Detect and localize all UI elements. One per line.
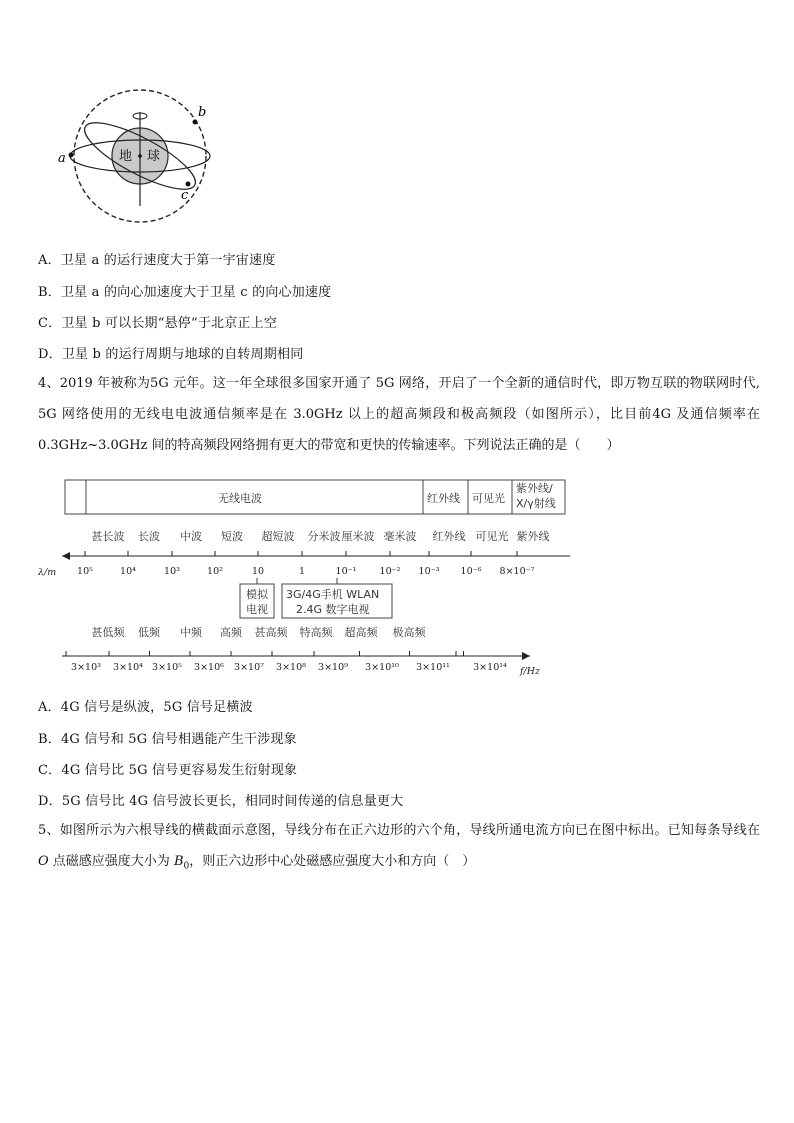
lambda-tick-label: 10⁻³ bbox=[418, 566, 440, 577]
label-b: b bbox=[198, 105, 207, 120]
band-infrared: 红外线 bbox=[427, 492, 460, 505]
q3-option-b: B．卫星 a 的向心加速度大于卫星 c 的向心加速度 bbox=[38, 285, 332, 300]
band-radio: 无线电波 bbox=[218, 492, 262, 505]
q3-option-d: D．卫星 b 的运行周期与地球的自转周期相同 bbox=[38, 347, 304, 362]
lambda-tick-label: 10³ bbox=[164, 566, 180, 577]
lambda-tick-label: 10 bbox=[251, 566, 265, 577]
wave-name-label: 可见光 bbox=[475, 530, 509, 543]
freq-name-label: 特高频 bbox=[299, 626, 333, 639]
lambda-tick-label: 10² bbox=[207, 566, 223, 577]
freq-tick-label: 3×10¹¹ bbox=[416, 662, 450, 673]
wave-name-label: 红外线 bbox=[432, 530, 466, 543]
freq-name-label: 甚低频 bbox=[91, 626, 125, 639]
band-xray: X/γ射线 bbox=[516, 497, 556, 510]
earth-label-left: 地 bbox=[119, 149, 133, 164]
q3-option-a: A．卫星 a 的运行速度大于第一宇宙速度 bbox=[38, 253, 276, 268]
lambda-tick-label: 10⁻² bbox=[379, 566, 401, 577]
freq-name-label: 高频 bbox=[220, 626, 242, 639]
freq-name-label: 甚高频 bbox=[254, 626, 288, 639]
q4-option-c: C．4G 信号比 5G 信号更容易发生衍射现象 bbox=[38, 763, 298, 778]
satellite-a bbox=[69, 153, 74, 158]
freq-tick-label: 3×10⁶ bbox=[194, 662, 224, 673]
band-visible: 可见光 bbox=[472, 492, 505, 505]
lambda-label: λ/m bbox=[38, 567, 57, 578]
satellite-c bbox=[186, 182, 191, 187]
freq-tick-label: 3×10⁹ bbox=[318, 662, 348, 673]
earth-label-right: 球 bbox=[147, 149, 161, 164]
mobile-wlan-line1: 3G/4G手机 WLAN bbox=[286, 588, 380, 601]
analog-tv-line2: 电视 bbox=[246, 603, 268, 616]
q5-part2: 点磁感应强度大小为 bbox=[48, 854, 174, 869]
q5-question-text bbox=[38, 815, 760, 883]
wave-name-label: 厘米波 bbox=[341, 530, 375, 543]
label-a: a bbox=[58, 151, 66, 166]
freq-name-label: 极高频 bbox=[392, 626, 426, 639]
label-c: c bbox=[181, 188, 189, 203]
freq-tick-label: 3×10⁴ bbox=[113, 662, 143, 673]
wave-name-label: 紫外线 bbox=[516, 530, 550, 543]
em-spectrum-figure bbox=[40, 474, 580, 679]
wave-name-label: 超短波 bbox=[261, 530, 295, 543]
q5-b0-sub: 0 bbox=[183, 861, 190, 872]
satellite-orbit-figure bbox=[55, 88, 225, 223]
wave-name-label: 长波 bbox=[138, 530, 160, 543]
lambda-tick-label: 1 bbox=[298, 566, 306, 577]
wave-name-label: 中波 bbox=[180, 530, 202, 543]
freq-name-label: 低频 bbox=[138, 626, 160, 639]
freq-tick-label: 3×10¹⁰ bbox=[365, 662, 399, 673]
q4-option-b: B．4G 信号和 5G 信号相遇能产生干涉现象 bbox=[38, 732, 297, 747]
freq-name-label: 中频 bbox=[180, 626, 202, 639]
lambda-tick-label: 10⁵ bbox=[77, 566, 93, 577]
f-label: f/Hz bbox=[520, 666, 541, 677]
satellite-b bbox=[193, 120, 198, 125]
q5-point-o: O bbox=[38, 854, 49, 869]
freq-tick-label: 3×10⁵ bbox=[152, 662, 182, 673]
analog-tv-line1: 模拟 bbox=[246, 588, 268, 601]
freq-tick-label: 3×10⁷ bbox=[234, 662, 264, 673]
q5-part1: 5、如图所示为六根导线的横截面示意图，导线分布在正六边形的六个角，导线所通电流方向已在图中标出。已知每条导线在 bbox=[38, 823, 760, 838]
wave-name-label: 毫米波 bbox=[383, 530, 417, 543]
lambda-tick-label: 10⁻⁶ bbox=[460, 566, 482, 577]
mobile-wlan-line2: 2.4G 数字电视 bbox=[296, 603, 370, 616]
wave-name-label: 分米波 bbox=[307, 530, 341, 543]
q4-option-a: A．4G 信号是纵波，5G 信号足横波 bbox=[38, 700, 253, 715]
freq-arrow bbox=[522, 652, 530, 660]
q5-part3: ，则正六边形中心处磁感应强度大小和方向（ ） bbox=[189, 854, 476, 869]
lambda-arrow bbox=[62, 552, 70, 560]
earth-center-dot bbox=[138, 154, 142, 158]
q5-b0: B bbox=[173, 854, 184, 869]
freq-tick-label: 3×10⁸ bbox=[276, 662, 306, 673]
freq-name-label: 超高频 bbox=[344, 626, 378, 639]
lambda-tick-label: 10⁴ bbox=[120, 566, 136, 577]
q4-option-d: D．5G 信号比 4G 信号波长更长，相同时间传递的信息量更大 bbox=[38, 794, 404, 809]
freq-tick-label: 3×10¹⁴ bbox=[473, 662, 507, 673]
wave-name-label: 短波 bbox=[221, 530, 243, 543]
band-uv: 紫外线/ bbox=[516, 482, 553, 495]
lambda-tick-label: 10⁻¹ bbox=[335, 566, 357, 577]
lambda-tick-label: 8×10⁻⁷ bbox=[499, 566, 535, 577]
q4-question-text: 4、2019 年被称为5G 元年。这一年全球很多国家开通了 5G 网络，开启了一个全新的通信时代，即万物互联的物联网时代, 5G 网络使用的无线电电波通信频率是在 3.0GHz 以上的超高频段和极高频段（如图所示），比目前4G 及通信频率在0.3GHz~3.0GHz 间的特高频段网络拥有更大的带宽和更快的传输速率。下列说法正确的是（ ） bbox=[38, 376, 760, 453]
freq-tick-label: 3×10³ bbox=[71, 662, 101, 673]
wave-name-label: 甚长波 bbox=[91, 530, 125, 543]
q3-option-c: C．卫星 b 可以长期“悬停”于北京正上空 bbox=[38, 316, 278, 331]
